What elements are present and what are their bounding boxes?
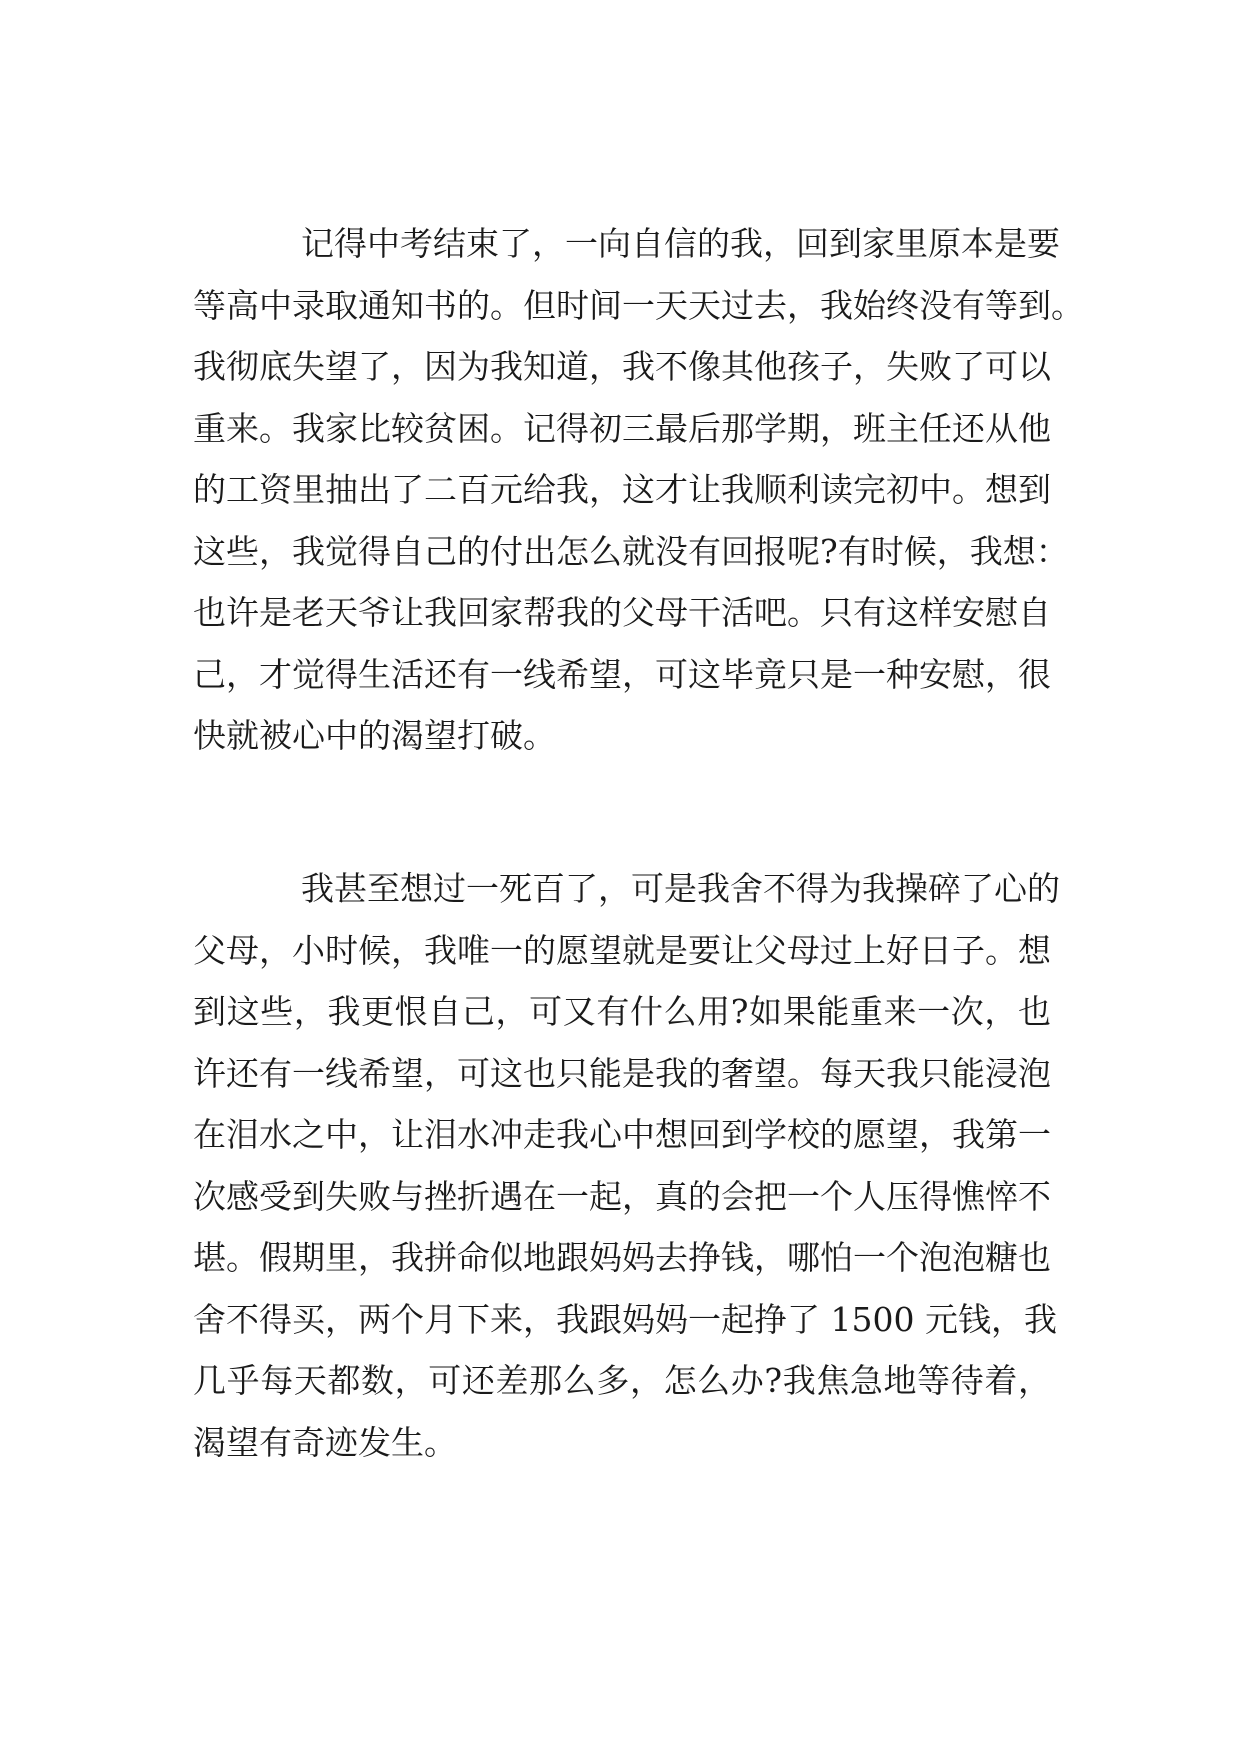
- text-line: 也许是老天爷让我回家帮我的父母干活吧。只有这样安慰自: [193, 593, 1051, 632]
- text-line: 许还有一线希望，可这也只能是我的奢望。每天我只能浸泡: [193, 1053, 1051, 1093]
- text-line: 父母，小时候，我唯一的愿望就是要让父母过上好日子。想: [193, 930, 1051, 970]
- text-line: 这些，我觉得自己的付出怎么就没有回报呢?有时候，我想：: [193, 531, 1069, 571]
- text-line: 几乎每天都数，可还差那么多，怎么办?我焦急地等待着，: [193, 1361, 1051, 1400]
- text-line: 次感受到失败与挫折遇在一起，真的会把一个人压得憔悴不: [193, 1176, 1051, 1216]
- text-line: 的工资里抽出了二百元给我，这才让我顺利读完初中。想到: [193, 470, 1051, 509]
- paragraph-1: [193, 213, 1084, 767]
- paragraph-2: [193, 858, 1060, 1473]
- text-line: 我甚至想过一死百了，可是我舍不得为我操碎了心的: [301, 869, 1060, 908]
- text-line: 渴望有奇迹发生。: [193, 1422, 457, 1462]
- text-line: 等高中录取通知书的。但时间一天天过去，我始终没有等到。: [193, 285, 1084, 325]
- text-line: 重来。我家比较贫困。记得初三最后那学期，班主任还从他: [193, 408, 1051, 448]
- text-line: 快就被心中的渴望打破。: [193, 716, 556, 755]
- text-line: 我彻底失望了，因为我知道，我不像其他孩子，失败了可以: [193, 347, 1051, 386]
- text-line: 到这些，我更恨自己，可又有什么用?如果能重来一次，也: [193, 992, 1051, 1031]
- text-line: 在泪水之中，让泪水冲走我心中想回到学校的愿望，我第一: [193, 1115, 1051, 1154]
- text-line: 堪。假期里，我拼命似地跟妈妈去挣钱，哪怕一个泡泡糖也: [193, 1238, 1051, 1277]
- text-line: 己，才觉得生活还有一线希望，可这毕竟只是一种安慰，很: [193, 654, 1051, 694]
- text-line: 记得中考结束了，一向自信的我，回到家里原本是要: [301, 224, 1060, 263]
- text-line: 舍不得买，两个月下来，我跟妈妈一起挣了 1500 元钱，我: [193, 1299, 1057, 1339]
